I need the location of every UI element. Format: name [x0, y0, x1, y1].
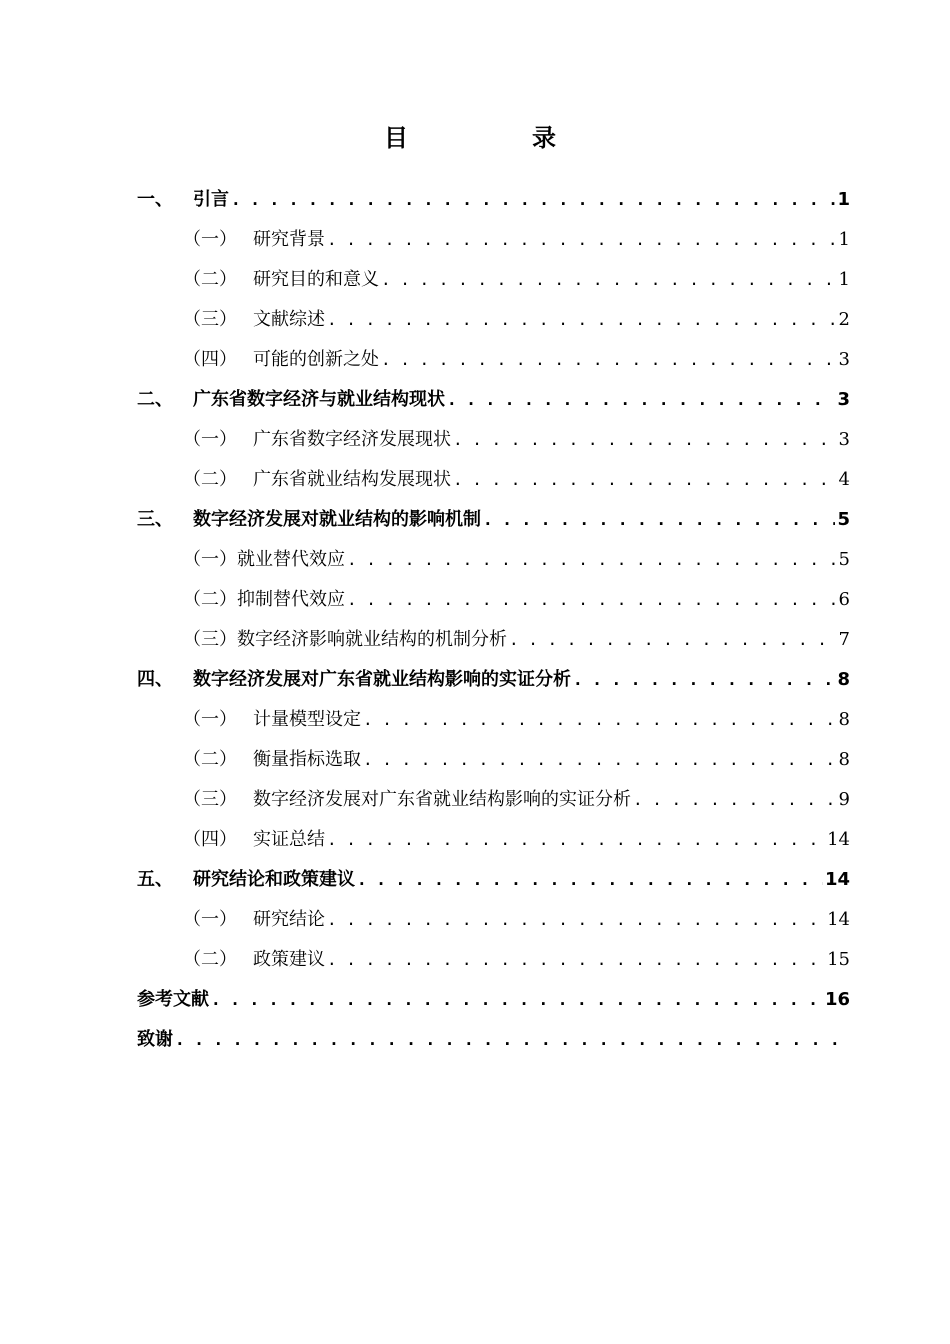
toc-entry-section[interactable] — [137, 420, 850, 460]
toc-page-number: 6 — [838, 589, 850, 610]
toc-entry-label: 广东省数字经济与就业结构现状 — [193, 389, 445, 410]
toc-dot-leader — [327, 300, 837, 340]
toc-entry-label: 衡量指标选取 — [253, 749, 361, 770]
toc-entry-number: （三） — [183, 629, 237, 650]
toc-dot-leader — [453, 420, 837, 460]
toc-page-number: 1 — [838, 269, 850, 290]
toc-title: 目 录 — [384, 124, 606, 152]
toc-entry-number: 四、 — [137, 669, 173, 690]
toc-dot-leader — [483, 500, 835, 540]
toc-page-number: 4 — [838, 469, 850, 490]
toc-entry-chapter[interactable] — [137, 500, 850, 540]
toc-dot-leader — [509, 620, 837, 660]
toc-entry-number: 五、 — [137, 869, 173, 890]
toc-entry-number: （二） — [183, 589, 237, 610]
toc-entry-section[interactable] — [137, 820, 850, 860]
toc-page-number: 5 — [838, 549, 850, 570]
toc-entry-section[interactable] — [137, 620, 850, 660]
toc-entry-section[interactable] — [137, 260, 850, 300]
toc-entry-label: 数字经济影响就业结构的机制分析 — [237, 629, 507, 650]
toc-entry-label: 实证总结 — [253, 829, 325, 850]
toc-dot-leader — [453, 460, 837, 500]
toc-entry-label: 致谢 — [137, 1029, 173, 1050]
toc-page-number: 14 — [827, 829, 850, 850]
toc-page-number: 2 — [838, 309, 850, 330]
toc-entry-label: 研究结论 — [253, 909, 325, 930]
toc-page-number: 8 — [838, 709, 850, 730]
toc-entry-label: 计量模型设定 — [253, 709, 361, 730]
toc-entry-label: 文献综述 — [253, 309, 325, 330]
toc-entry-label: 参考文献 — [137, 989, 209, 1010]
toc-entry-section[interactable] — [137, 780, 850, 820]
toc-entry-label: 广东省就业结构发展现状 — [253, 469, 451, 490]
toc-dot-leader — [363, 740, 837, 780]
toc-dot-leader — [327, 900, 825, 940]
toc-page-number: 14 — [827, 909, 850, 930]
toc-entry-chapter[interactable] — [137, 1020, 850, 1060]
toc-entry-section[interactable] — [137, 300, 850, 340]
toc-entry-number: （四） — [183, 349, 237, 370]
toc-dot-leader — [175, 1020, 838, 1060]
toc-page-number: 7 — [838, 629, 850, 650]
toc-entry-label: 数字经济发展对广东省就业结构影响的实证分析 — [193, 669, 571, 690]
toc-entry-section[interactable] — [137, 740, 850, 780]
toc-entry-section[interactable] — [137, 340, 850, 380]
toc-entry-section[interactable] — [137, 580, 850, 620]
toc-entry-number: （三） — [183, 789, 237, 810]
toc-dot-leader — [357, 860, 823, 900]
toc-dot-leader — [327, 220, 837, 260]
toc-entry-section[interactable] — [137, 460, 850, 500]
toc-page-number: 9 — [838, 789, 850, 810]
toc-entry-number: 二、 — [137, 389, 173, 410]
toc-entry-label: 研究背景 — [253, 229, 325, 250]
toc-entry-label: 研究目的和意义 — [253, 269, 379, 290]
toc-dot-leader — [363, 700, 837, 740]
toc-entry-section[interactable] — [137, 900, 850, 940]
toc-entry-label: 引言 — [193, 189, 229, 210]
toc-page-number: 5 — [837, 509, 850, 530]
toc-page-number: 8 — [837, 669, 850, 690]
toc-entry-number: 三、 — [137, 509, 173, 530]
toc-entry-label: 政策建议 — [253, 949, 325, 970]
toc-dot-leader — [327, 940, 825, 980]
toc-entry-number: （二） — [183, 949, 237, 970]
toc-entry-label: 就业替代效应 — [237, 549, 345, 570]
toc-entry-number: （一） — [183, 709, 237, 730]
toc-entry-chapter[interactable] — [137, 380, 850, 420]
toc-dot-leader — [381, 340, 837, 380]
toc-entry-label: 抑制替代效应 — [237, 589, 345, 610]
toc-entry-label: 数字经济发展对就业结构的影响机制 — [193, 509, 481, 530]
toc-entry-number: （二） — [183, 269, 237, 290]
toc-entry-section[interactable] — [137, 540, 850, 580]
toc-page-number: 1 — [838, 229, 850, 250]
toc-dot-leader — [327, 820, 825, 860]
toc-entry-label: 数字经济发展对广东省就业结构影响的实证分析 — [253, 789, 631, 810]
toc-entry-number: （一） — [183, 909, 237, 930]
toc-entry-chapter[interactable] — [137, 660, 850, 700]
toc-entry-label: 广东省数字经济发展现状 — [253, 429, 451, 450]
toc-entry-number: （一） — [183, 549, 237, 570]
toc-page-number: 14 — [824, 869, 850, 890]
toc-entry-number: 一、 — [137, 189, 173, 210]
toc-page-number: 8 — [838, 749, 850, 770]
toc-entry-label: 研究结论和政策建议 — [193, 869, 355, 890]
toc-dot-leader — [573, 660, 835, 700]
toc-entry-section[interactable] — [137, 940, 850, 980]
toc-dot-leader — [211, 980, 823, 1020]
toc-entry-chapter[interactable] — [137, 860, 850, 900]
toc-entry-number: （二） — [183, 469, 237, 490]
toc-entry-number: （一） — [183, 229, 237, 250]
toc-page-number: 16 — [824, 989, 850, 1010]
toc-entry-number: （三） — [183, 309, 237, 330]
toc-dot-leader — [633, 780, 837, 820]
toc-dot-leader — [447, 380, 835, 420]
toc-dot-leader — [347, 540, 837, 580]
toc-entry-label: 可能的创新之处 — [253, 349, 379, 370]
toc-entry-number: （一） — [183, 429, 237, 450]
toc-page-number: 3 — [838, 429, 850, 450]
toc-list — [137, 180, 850, 1060]
toc-page-number: 1 — [837, 189, 850, 210]
toc-entry-number: （二） — [183, 749, 237, 770]
toc-entry-section[interactable] — [137, 220, 850, 260]
toc-page-number: 15 — [827, 949, 850, 970]
toc-entry-number: （四） — [183, 829, 237, 850]
toc-dot-leader — [347, 580, 837, 620]
toc-entry-chapter[interactable] — [137, 980, 850, 1020]
toc-page-number: 3 — [838, 349, 850, 370]
toc-dot-leader — [381, 260, 837, 300]
toc-dot-leader — [231, 180, 835, 220]
toc-entry-section[interactable] — [137, 700, 850, 740]
toc-entry-chapter[interactable] — [137, 180, 850, 220]
toc-page-number: 3 — [837, 389, 850, 410]
